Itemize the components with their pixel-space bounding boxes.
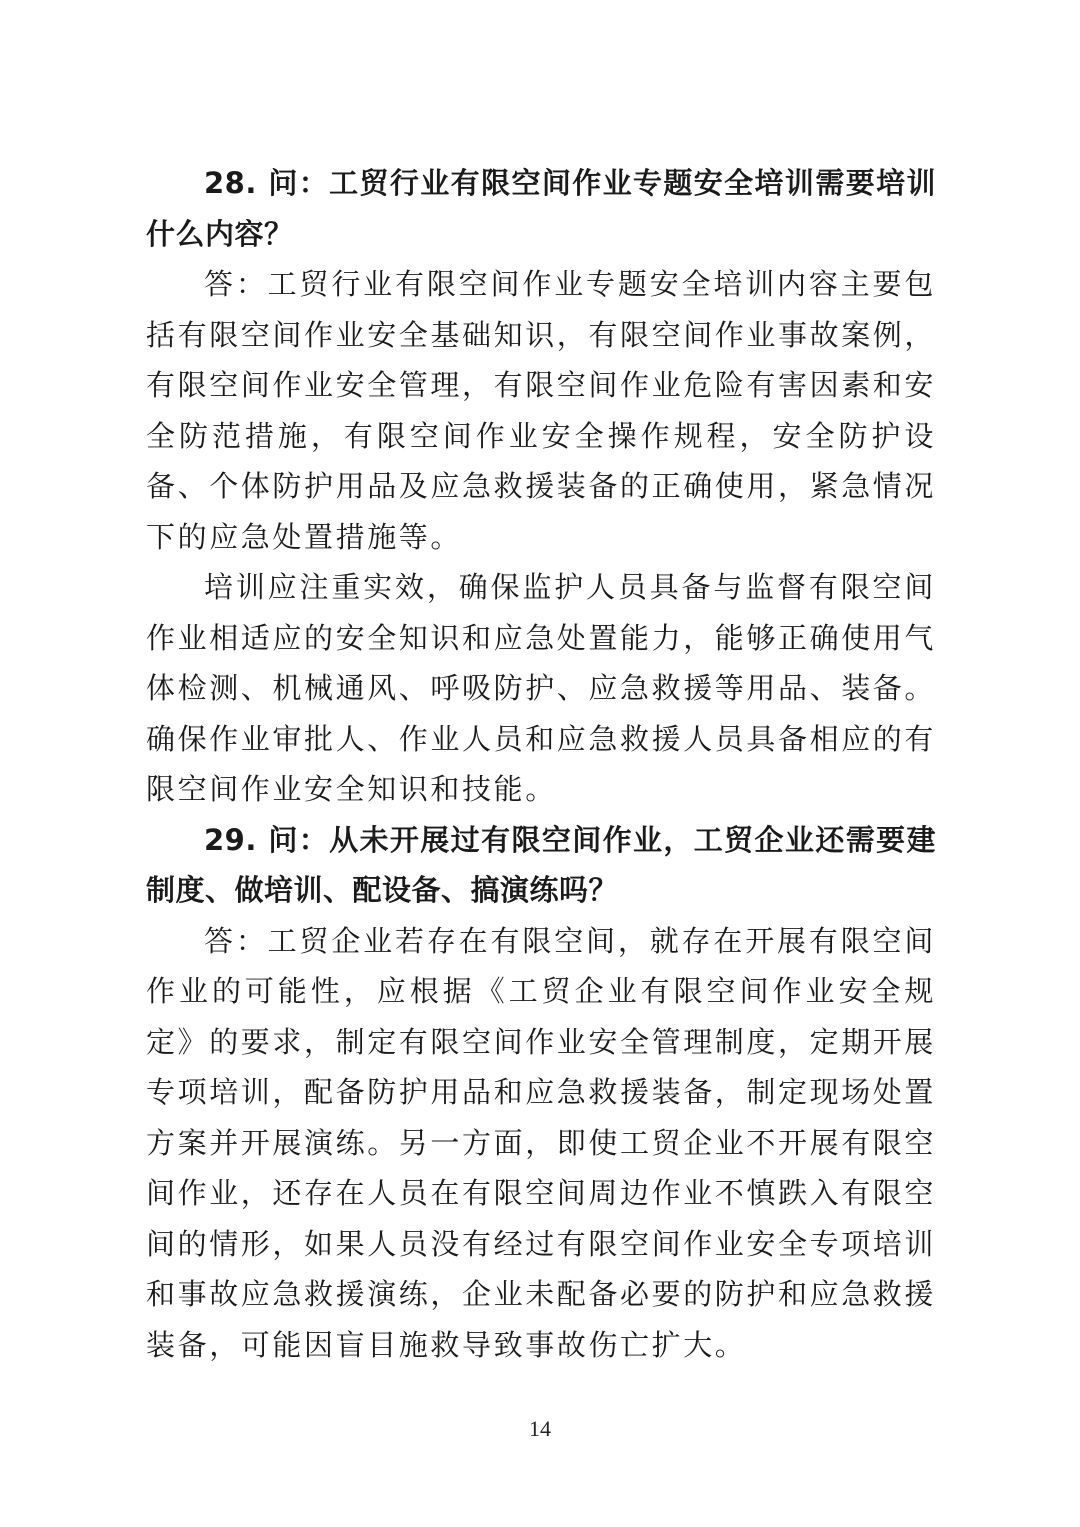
page-content [146,158,936,1370]
question-29: 29. 问：从未开展过有限空间作业，工贸企业还需要建制度、做培训、配设备、搞演练吗？ [146,822,936,907]
answer-29: 答：工贸企业若存在有限空间，就存在开展有限空间作业的可能性，应根据《工贸企业有限空间作业安全规定》的要求，制定有限空间作业安全管理制度，定期开展专项培训，配备防护用品和应急救援装备，制定现场处置方案并开展演练。另一方面，即使工贸企业不开展有限空间作业，还存在人员在有限空间周边作业不慎跌入有限空间的情形，如果人员没有经过有限空间作业安全专项培训和事故应急救援演练，企业未配备必要的防护和应急救援装备，可能因盲目施救导致事故伤亡扩大。 [146,923,937,1362]
answer-28-paragraph-1: 答：工贸行业有限空间作业专题安全培训内容主要包括有限空间作业安全基础知识，有限空间作业事故案例，有限空间作业安全管理，有限空间作业危险有害因素和安全防范措施，有限空间作业安全操作规程，安全防护设备、个体防护用品及应急救援装备的正确使用，紧急情况下的应急处置措施等。 [146,267,937,554]
answer-28-paragraph-2: 培训应注重实效，确保监护人员具备与监督有限空间作业相适应的安全知识和应急处置能力，能够正确使用气体检测、机械通风、呼吸防护、应急救援等用品、装备。确保作业审批人、作业人员和应急救援人员具备相应的有限空间作业安全知识和技能。 [146,570,937,806]
question-28: 28. 问：工贸行业有限空间作业专题安全培训需要培训什么内容？ [146,166,936,251]
page-number: 14 [529,1416,551,1441]
